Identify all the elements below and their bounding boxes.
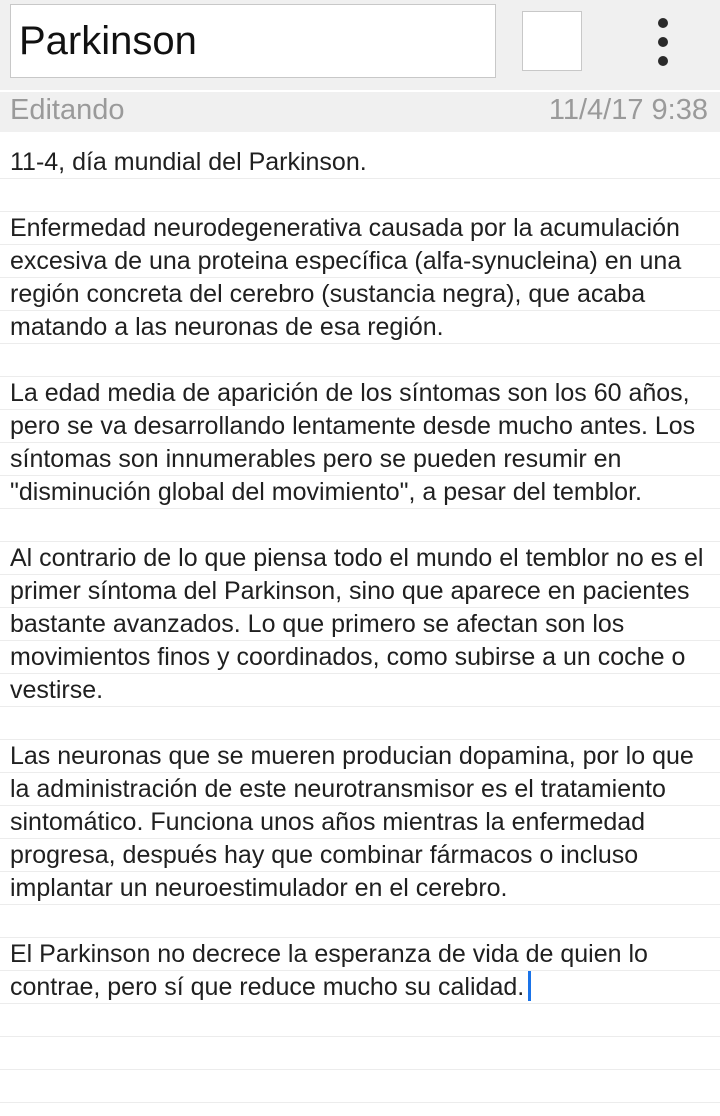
note-paragraph: Las neuronas que se mueren producian dopamina, por lo que la administración de este neurotransmisor es el tratamiento sintomático. Funciona unos años mientras la enfermedad progresa, después hay que combinar fármacos o incluso implantar un neuroestimulador en el cerebro. [10,742,694,902]
note-timestamp: 11/4/17 9:38 [548,94,708,126]
menu-dot [658,56,668,66]
text-cursor [528,971,531,1001]
note-paragraph: Enfermedad neurodegenerativa causada por la acumulación excesiva de una proteina específica (alfa-synucleina) en una región concreta del cerebro (sustancia negra), que acaba matando a las neuronas de esa región. [10,214,682,341]
menu-dot [658,37,668,47]
note-paragraph-last [10,938,710,1004]
note-title-input[interactable] [10,4,496,78]
note-body-editor[interactable] [0,146,720,1116]
note-paragraph: 11-4, día mundial del Parkinson. [10,148,367,176]
note-paragraph: El Parkinson no decrece la esperanza de vida de quien lo contrae, pero sí que reduce mucho su calidad. [10,940,648,1001]
toolbar [0,0,720,90]
status-bar [0,92,720,132]
note-paragraph: Al contrario de lo que piensa todo el mundo el temblor no es el primer síntoma del Parkinson, sino que aparece en pacientes bastante avanzados. Lo que primero se afectan son los movimientos finos y coordinados, como subirse a un coche o vestirse. [10,544,704,704]
editing-status: Editando [10,94,125,126]
note-paragraph: La edad media de aparición de los síntomas son los 60 años, pero se va desarrollando lentamente desde mucho antes. Los síntomas son innumerables pero se pueden resumir en "disminución global del movimiento", a pesar del temblor. [10,379,696,506]
menu-dot [658,18,668,28]
more-vert-icon[interactable] [640,14,686,70]
note-checkbox[interactable] [522,11,582,71]
